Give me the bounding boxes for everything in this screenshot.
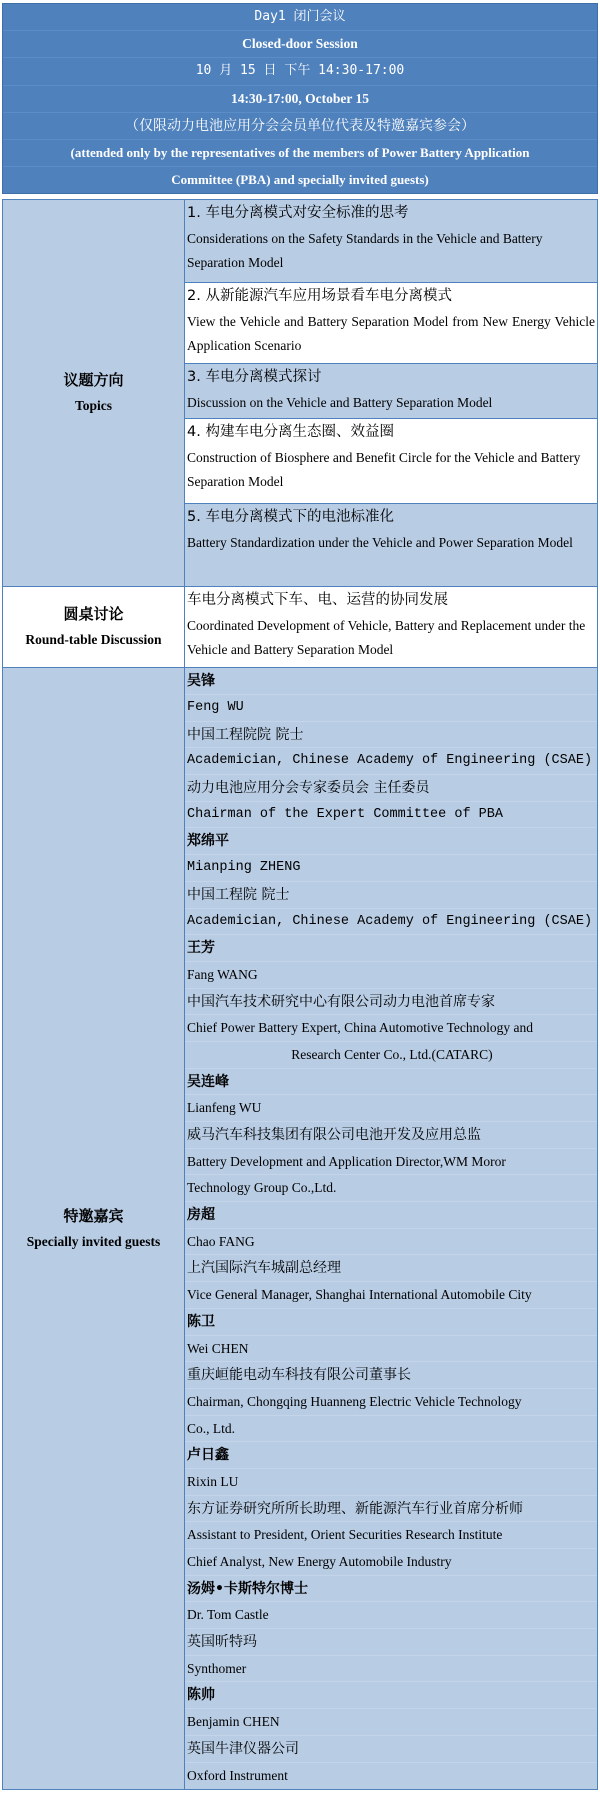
guest-title-zh: 中国汽车技术研究中心有限公司动力电池首席专家: [185, 989, 597, 1016]
session-title-en: Closed-door Session: [3, 31, 597, 58]
guest-title-en: Academician, Chinese Academy of Engineering (CSAE): [185, 748, 597, 775]
roundtable-en: Coordinated Development of Vehicle, Battery and Replacement under the Vehicle and Battery Separation Model: [187, 618, 586, 658]
agenda-table: [2, 199, 598, 1790]
guest-name-zh: 郑绵平: [185, 828, 597, 855]
topic-en: Discussion on the Vehicle and Battery Separation Model: [187, 395, 493, 411]
topic-item: [185, 200, 597, 283]
topics-label-zh: 议题方向: [63, 371, 124, 390]
guests-label-zh: 特邀嘉宾: [63, 1206, 124, 1225]
session-time-zh: 10 月 15 日 下午 14:30-17:00: [3, 58, 597, 85]
guest-title-en: Technology Group Co.,Ltd.: [185, 1175, 597, 1202]
guest-title-zh: 英国牛津仪器公司: [185, 1736, 597, 1763]
guest-title-en: Academician, Chinese Academy of Engineering (CSAE): [185, 909, 597, 936]
guest-title-zh: 中国工程院院 院士: [185, 722, 597, 749]
guest-name-zh: 汤姆•卡斯特尔博士: [185, 1576, 597, 1603]
guest-title-en: Research Center Co., Ltd.(CATARC): [185, 1042, 597, 1069]
topics-list: [185, 200, 597, 586]
guest-name-zh: 陈卫: [185, 1309, 597, 1336]
guest-title-en: Battery Development and Application Director,WM Moror: [185, 1149, 597, 1176]
session-title-zh: Day1 闭门会议: [3, 4, 597, 31]
agenda-document: [2, 3, 598, 1790]
topic-item: [185, 419, 597, 504]
guests-list: [185, 668, 597, 1789]
guests-section: [3, 668, 597, 1789]
guest-name-zh: 陈帅: [185, 1682, 597, 1709]
topics-label: [3, 200, 185, 586]
guest-title-en: Chairman of the Expert Committee of PBA: [185, 802, 597, 829]
guest-title-en: Chief Power Battery Expert, China Automotive Technology and: [185, 1015, 597, 1042]
session-time-en: 14:30-17:00, October 15: [3, 86, 597, 113]
guests-label-en: Specially invited guests: [26, 1233, 161, 1249]
guest-name-en: Fang WANG: [185, 962, 597, 989]
guest-name-en: Benjamin CHEN: [185, 1709, 597, 1736]
guest-title-en: Vice General Manager, Shanghai International Automobile City: [185, 1282, 597, 1309]
topic-zh: 5. 车电分离模式下的电池标准化: [187, 509, 394, 526]
guest-name-en: Chao FANG: [185, 1229, 597, 1256]
roundtable-label-zh: 圆桌讨论: [63, 605, 124, 624]
roundtable-label-en: Round-table Discussion: [25, 632, 162, 648]
guest-title-zh: 动力电池应用分会专家委员会 主任委员: [185, 775, 597, 802]
guest-title-zh: 英国昕特玛: [185, 1629, 597, 1656]
topic-en: Construction of Biosphere and Benefit Circle for the Vehicle and Battery Separation Model: [187, 450, 581, 490]
guest-name-en: Wei CHEN: [185, 1336, 597, 1363]
topic-item: [185, 283, 597, 364]
topic-item: [185, 364, 597, 419]
guest-name-zh: 吴连峰: [185, 1069, 597, 1096]
guest-name-zh: 卢日鑫: [185, 1442, 597, 1469]
topic-zh: 4. 构建车电分离生态圈、效益圈: [187, 424, 394, 441]
roundtable-label: [3, 587, 185, 667]
guest-title-en: Chief Analyst, New Energy Automobile Industry: [185, 1549, 597, 1576]
topic-zh: 3. 车电分离模式探讨: [187, 369, 322, 386]
guest-name-zh: 王芳: [185, 935, 597, 962]
guest-title-zh: 上汽国际汽车城副总经理: [185, 1255, 597, 1282]
guest-name-en: Lianfeng WU: [185, 1095, 597, 1122]
attendance-note-zh: （仅限动力电池应用分会会员单位代表及特邀嘉宾参会）: [3, 113, 597, 140]
roundtable-section: [3, 587, 597, 668]
guest-title-en: Assistant to President, Orient Securities Research Institute: [185, 1522, 597, 1549]
guest-title-en: Synthomer: [185, 1656, 597, 1683]
guest-title-en: Oxford Instrument: [187, 1767, 288, 1783]
roundtable-zh: 车电分离模式下车、电、运营的协同发展: [187, 592, 448, 609]
attendance-note-en-2: Committee (PBA) and specially invited guests): [171, 172, 429, 188]
guests-label: [3, 668, 185, 1789]
topics-section: [3, 200, 597, 587]
guest-title-zh: 东方证券研究所所长助理、新能源汽车行业首席分析师: [185, 1496, 597, 1523]
guest-name-en: Feng WU: [185, 695, 597, 722]
guest-name-en: Dr. Tom Castle: [185, 1602, 597, 1629]
guest-title-zh: 威马汽车科技集团有限公司电池开发及应用总监: [185, 1122, 597, 1149]
guest-name-zh: 吴锋: [185, 668, 597, 695]
session-header: [2, 3, 598, 194]
topic-item: [185, 504, 597, 586]
guest-name-en: Mianping ZHENG: [185, 855, 597, 882]
topic-en: Considerations on the Safety Standards in the Vehicle and Battery Separation Model: [187, 231, 543, 271]
topic-zh: 1. 车电分离模式对安全标准的思考: [187, 205, 409, 222]
guest-title-zh: 中国工程院 院士: [185, 882, 597, 909]
guest-title-en: Chairman, Chongqing Huanneng Electric Vehicle Technology: [185, 1389, 597, 1416]
roundtable-content: [185, 587, 597, 667]
guest-name-en: Rixin LU: [185, 1469, 597, 1496]
topics-label-en: Topics: [74, 398, 113, 414]
guest-title-zh: 重庆峘能电动车科技有限公司董事长: [185, 1362, 597, 1389]
topic-en: View the Vehicle and Battery Separation Model from New Energy Vehicle Application Scenario: [187, 314, 595, 354]
guest-title-en: Co., Ltd.: [185, 1416, 597, 1443]
topic-zh: 2. 从新能源汽车应用场景看车电分离模式: [187, 288, 452, 305]
attendance-note-en-1: (attended only by the representatives of the members of Power Battery Application: [3, 140, 597, 167]
guest-name-zh: 房超: [185, 1202, 597, 1229]
topic-en: Battery Standardization under the Vehicle and Power Separation Model: [187, 535, 573, 551]
